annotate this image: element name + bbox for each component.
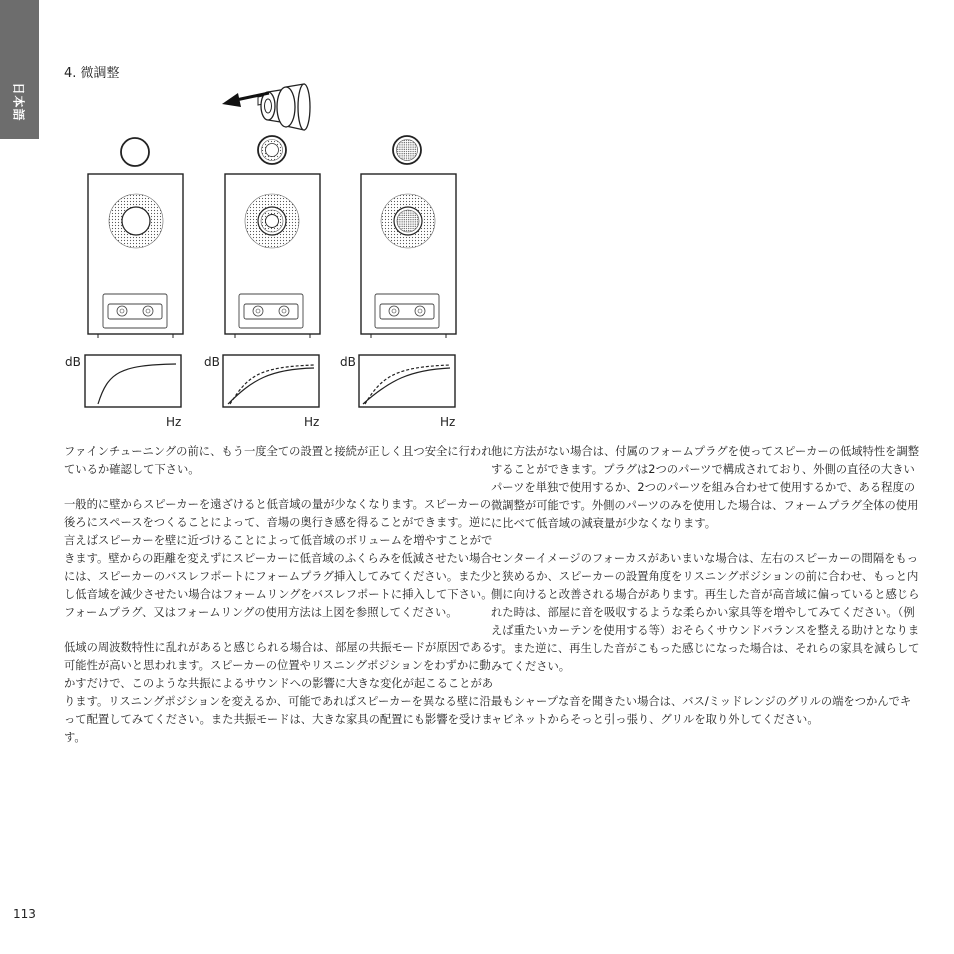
port-open-indicator <box>121 138 149 166</box>
paragraph: センターイメージのフォーカスがあいまいな場合は、左右のスピーカーの間隔をもっと狭めるか、スピーカーの設置角度をリスニングポジションの前に合わせ、もっと内側に向けると改善される場合があります。再生した音が高音域に偏っていると感じられた時は、部屋に音を吸収するような柔らかい家具等を増やしてみてください。（例えば重たいカーテンを使用する等）おそらくサウンドバランスを整える助けとなります。また逆に、再生した音がこもった感じになった場合は、それらの家具を減らしてみてください。 <box>491 552 920 673</box>
left-text-column <box>64 443 494 764</box>
page-number: 113 <box>13 907 36 921</box>
speaker-open-port <box>88 174 183 338</box>
graph-db-label: dB <box>204 355 220 369</box>
graph-hz-label: Hz <box>166 415 182 429</box>
port-foam-ring-indicator <box>258 136 286 164</box>
paragraph: 他に方法がない場合は、付属のフォームプラグを使ってスピーカーの低域特性を調整することができます。プラグは2つのパーツで構成されており、外側の直径の大きいパーツを単独で使用するか、2つのパーツを組み合わせて使用するかで、ある程度の微調整が可能です。外側のパーツのみを使用した場合は、フォームプラグ全体の使用に比べて低音域の減衰量が少なくなります。 <box>491 445 920 530</box>
response-graph-open <box>65 355 181 429</box>
response-graph-foam-ring <box>204 355 319 429</box>
paragraph: 一般的に壁からスピーカーを遠ざけると低音域の量が少なくなります。スピーカーの後ろにスペースをつくることによって、音場の奥行き感を得ることができます。逆に言えばスピーカーを壁に近づけることによって低音域のボリュームを増やすことができます。壁からの距離を変えずにスピーカーに低音域のふくらみを低減させたい場合には、スピーカーのバスレフポートにフォームプラグ挿入してみてください。また少し低音域を減少させたい場合はフォームリングをバスレフポートに挿入して下さい。フォームプラグ、又はフォームリングの使用方法は上図を参照してください。 <box>64 498 493 619</box>
paragraph: 最もシャープな音を聞きたい場合は、バス/ミッドレンジのグリルの端をつかんでキャビネットからそっと引っ張り、グリルを取り外してください。 <box>491 695 912 726</box>
port-foam-plug-indicator <box>393 136 421 164</box>
speaker-foam-plug <box>361 174 456 338</box>
graph-db-label: dB <box>65 355 81 369</box>
speaker-foam-ring <box>225 174 320 338</box>
paragraph: 低域の周波数特性に乱れがあると感じられる場合は、部屋の共振モードが原因である可能性が高いと思われます。スピーカーの位置やリスニングポジションをわずかに動かすだけで、このような共振によるサウンドへの影響に大きな変化が起こることがあります。リスニングポジションを変えるか、可能であればスピーカーを異なる壁に沿って配置してみてください。また共振モードは、大きな家具の配置にも影響を受けます。 <box>64 641 494 744</box>
language-tab-label: 日本語 <box>11 82 26 122</box>
section-title: 4. 微調整 <box>64 66 120 81</box>
language-tab <box>0 0 39 139</box>
foam-plug-illustration <box>258 84 310 130</box>
right-text-column <box>491 443 921 746</box>
response-graph-foam-plug <box>340 355 455 429</box>
graph-hz-label: Hz <box>304 415 320 429</box>
graph-hz-label: Hz <box>440 415 456 429</box>
paragraph: ファインチューニングの前に、もう一度全ての設置と接続が正しく且つ安全に行われているか確認して下さい。 <box>64 445 493 476</box>
graph-db-label: dB <box>340 355 356 369</box>
speaker-adjustment-figure <box>60 80 480 430</box>
